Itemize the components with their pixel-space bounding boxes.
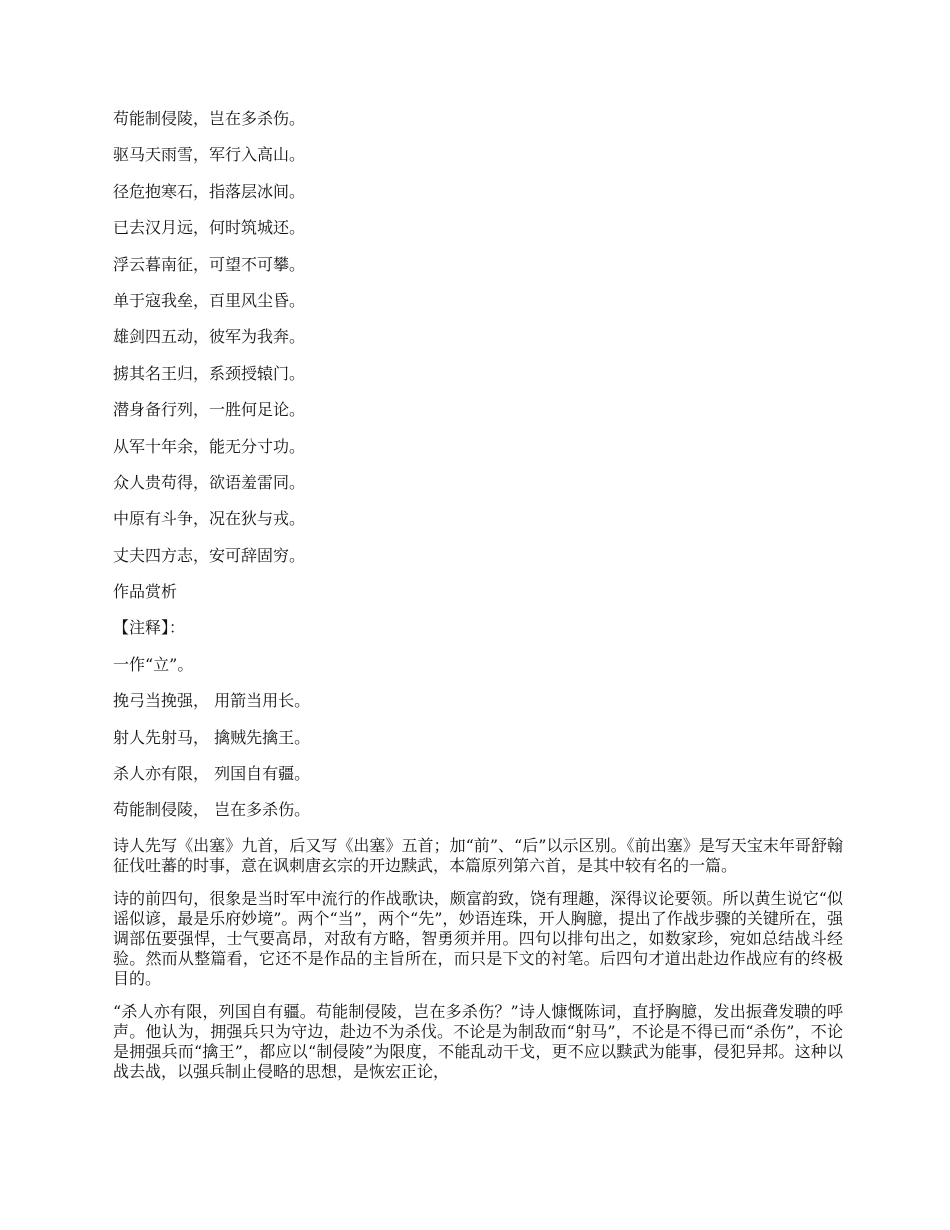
document-body: [113, 108, 843, 1095]
analysis-paragraph: 诗的前四句，很象是当时军中流行的作战歌诀，颇富韵致，饶有理趣，深得议论要领。所以黄生说它“似谣似谚，最是乐府妙境”。两个“当”，两个“先”，妙语连珠，开人胸臆，提出了作战步骤的关键所在，强调部伍要强悍，士气要高昂，对敌有方略，智勇须并用。四句以排句出之，如数家珍，宛如总结战斗经验。然而从整篇看，它还不是作品的主旨所在，而只是下文的衬笔。后四句才道出赴边作战应有的终极目的。: [113, 888, 843, 988]
note-line: 一作“立”。: [113, 654, 194, 674]
poem-line: 单于寇我垒，百里风尘昏。: [113, 290, 306, 310]
poem-line: 众人贵苟得，欲语羞雷同。: [113, 472, 306, 492]
section-heading-notes: 【注释】：: [113, 618, 186, 638]
poem-line: 浮云暮南征，可望不可攀。: [113, 254, 306, 274]
poem-line: 已去汉月远，何时筑城还。: [113, 218, 306, 238]
analysis-paragraph: “杀人亦有限，列国自有疆。苟能制侵陵，岂在多杀伤？”诗人慷慨陈词，直抒胸臆，发出振聋发聩的呼声。他认为，拥强兵只为守边，赴边不为杀伐。不论是为制敌而“射马”，不论是不得已而“杀伤”，不论是拥强兵而“擒王”，都应以“制侵陵”为限度，不能乱动干戈，更不应以黩武为能事，侵犯异邦。这种以战去战，以强兵制止侵略的思想，是恢宏正论，: [113, 1001, 843, 1081]
section-heading-appreciation: 作品赏析: [113, 582, 178, 602]
analysis-paragraph: 诗人先写《出塞》九首，后又写《出塞》五首；加“前”、“后”以示区别。《前出塞》是写天宝末年哥舒翰征伐吐蕃的时事，意在讽刺唐玄宗的开边黩武，本篇原列第六首，是其中较有名的一篇。: [113, 835, 843, 875]
poem-line: 射人先射马， 擒贼先擒王。: [113, 727, 311, 747]
poem-line: 潜身备行列，一胜何足论。: [113, 400, 306, 420]
poem-line: 挽弓当挽强， 用箭当用长。: [113, 691, 311, 711]
poem-line: 从军十年余，能无分寸功。: [113, 436, 306, 456]
poem-line: 杀人亦有限， 列国自有疆。: [113, 764, 311, 784]
poem-line: 驱马天雨雪，军行入高山。: [113, 145, 306, 165]
poem-line: 苟能制侵陵，岂在多杀伤。: [113, 109, 306, 128]
poem-line: 雄剑四五动，彼军为我奔。: [113, 327, 306, 347]
poem-line: 径危抱寒石，指落层冰间。: [113, 181, 306, 201]
poem-line: 掳其名王归，系颈授辕门。: [113, 363, 306, 383]
poem-line: 丈夫四方志，安可辞固穷。: [113, 545, 306, 565]
poem-line: 中原有斗争，况在狄与戎。: [113, 509, 306, 529]
poem-line: 苟能制侵陵， 岂在多杀伤。: [113, 800, 311, 820]
